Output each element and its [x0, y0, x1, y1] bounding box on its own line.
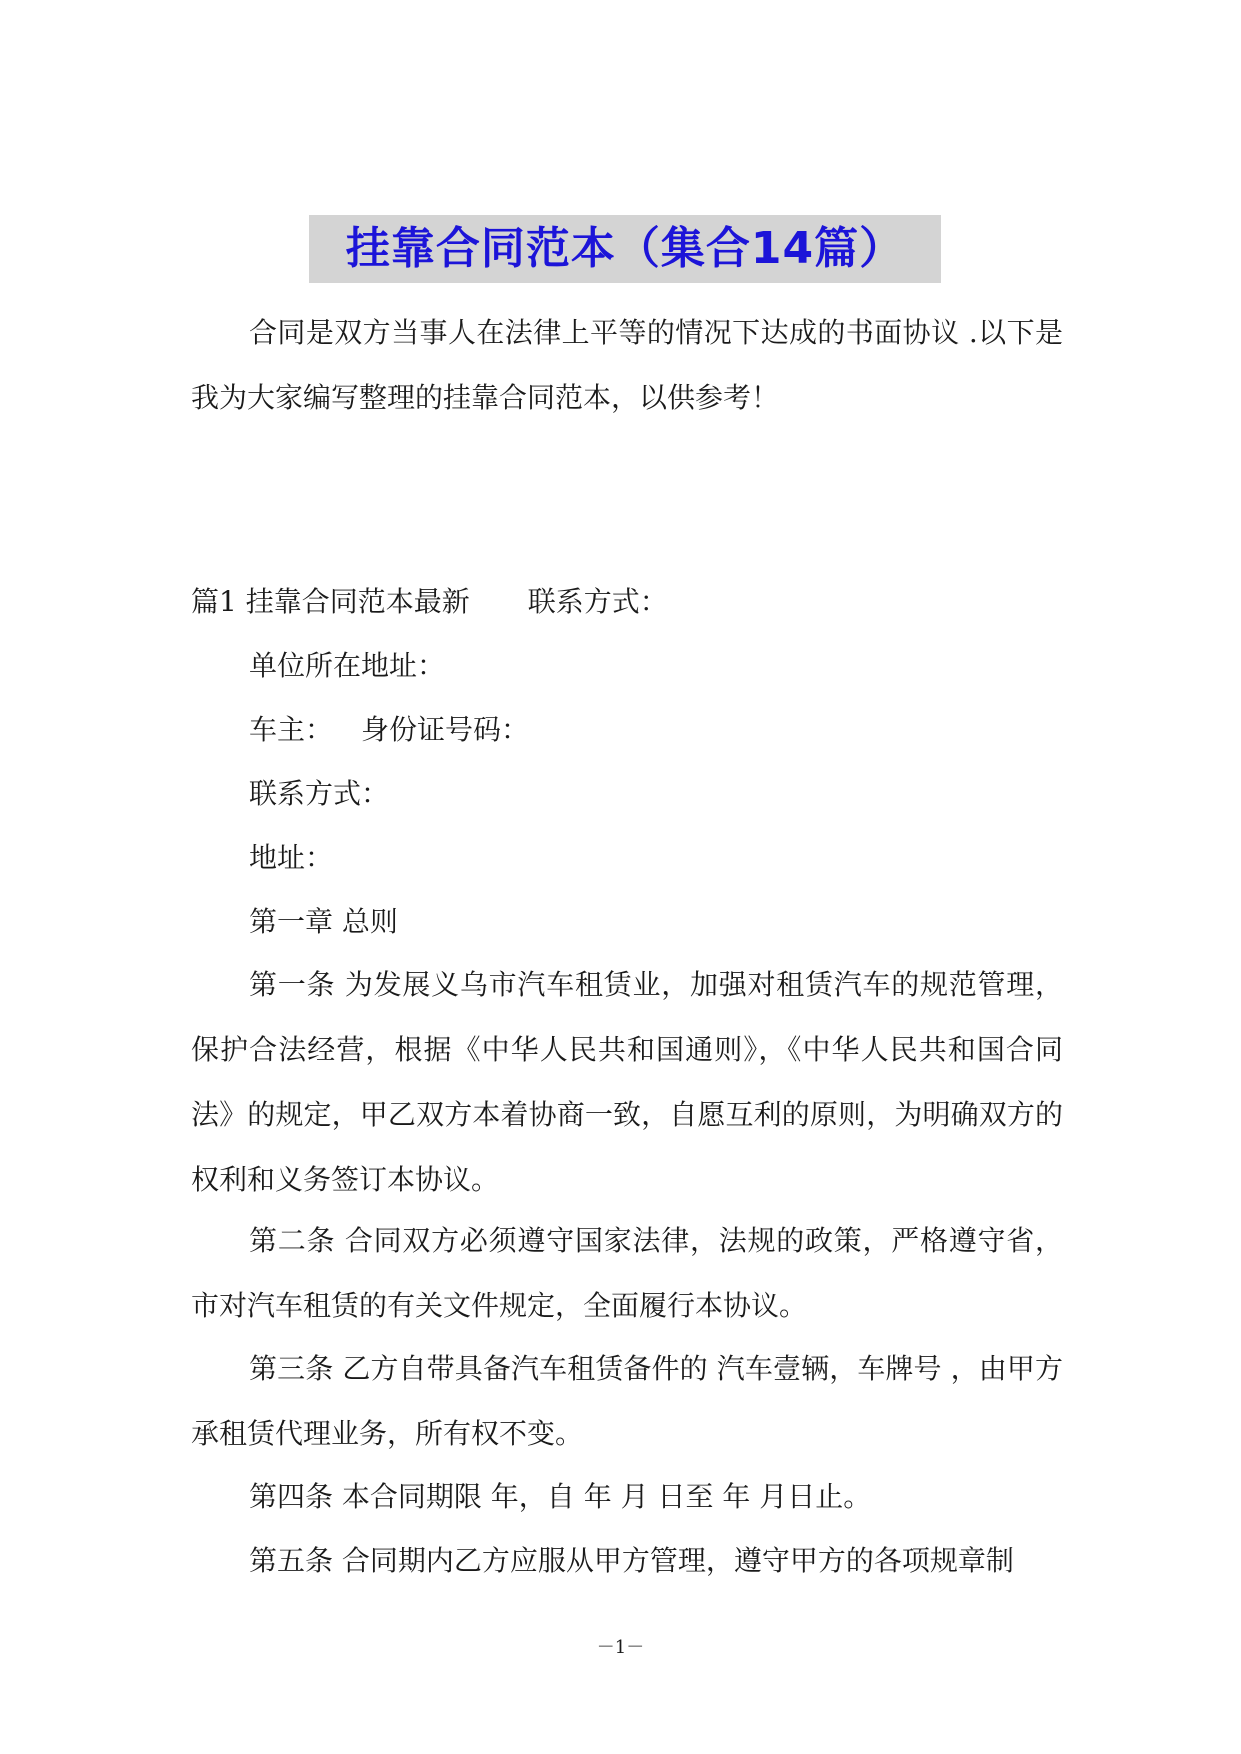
owner-field — [249, 710, 529, 750]
id-number-label: 身份证号码： — [361, 713, 530, 746]
article-5: 第五条 合同期内乙方应服从甲方管理，遵守甲方的各项规章制 — [249, 1544, 1014, 1577]
article-block-4 — [191, 1464, 1063, 1529]
article-4: 第四条 本合同期限 年，自 年 月 日至 年 月日止。 — [249, 1480, 872, 1513]
address-field: 地址： — [249, 841, 334, 874]
article-block-2 — [191, 1208, 1063, 1338]
article-3: 第三条 乙方自带具备汽车租赁备件的 汽车壹辆，车牌号 ，由甲方承租赁代理业务，所有权不变。 — [191, 1352, 1063, 1450]
section-title: 篇1 挂靠合同范本最新 — [191, 585, 470, 618]
article-block-3 — [191, 1336, 1063, 1466]
unit-address-field: 单位所在地址： — [249, 649, 446, 682]
section-header — [191, 582, 668, 622]
page-title: 挂靠合同范本（集合14篇） — [309, 215, 941, 283]
contact-field: 联系方式： — [249, 777, 390, 810]
section-contact-label: 联系方式： — [527, 585, 668, 618]
intro-paragraph: 合同是双方当事人在法律上平等的情况下达成的书面协议 .以下是我为大家编写整理的挂靠合同范本，以供参考！ — [191, 316, 1063, 414]
article-block-1 — [191, 952, 1063, 1212]
article-1: 第一条 为发展义乌市汽车租赁业，加强对租赁汽车的规范管理，保护合法经营，根据《中华人民共和国通则》，《中华人民共和国合同法》的规定，甲乙双方本着协商一致，自愿互利的原则，为明确双方的权利和义务签订本协议。 — [191, 968, 1063, 1196]
article-2: 第二条 合同双方必须遵守国家法律，法规的政策，严格遵守省，市对汽车租赁的有关文件规定，全面履行本协议。 — [191, 1224, 1063, 1322]
intro-block — [191, 300, 1063, 430]
chapter-title: 第一章 总则 — [249, 905, 398, 938]
article-block-5 — [191, 1528, 1063, 1593]
owner-label: 车主： — [249, 713, 334, 746]
page-number: －1－ — [596, 1637, 645, 1658]
